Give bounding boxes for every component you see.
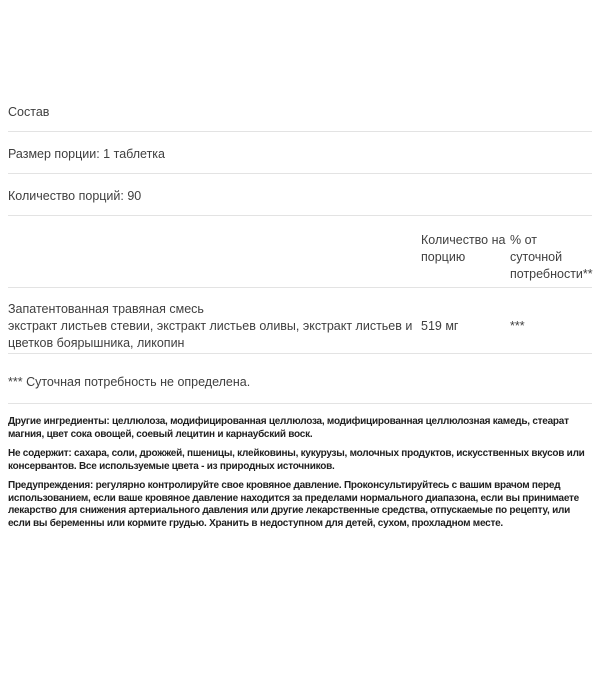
- amount-header: Количество на порцию: [421, 216, 510, 288]
- ingredient-daily-value: ***: [510, 288, 592, 354]
- ingredient-amount: 519 мг: [421, 288, 510, 354]
- ingredient-header-empty: [8, 216, 421, 288]
- details-section: [8, 416, 592, 530]
- ingredient-name-description: экстракт листьев стевии, экстракт листьев оливы, экстракт листьев и цветков боярышника, ликопин: [8, 319, 413, 350]
- warnings-paragraph: Предупреждения: регулярно контролируйте свое кровяное давление. Проконсультируйтесь с вашим врачом перед использованием, если ваше кровяное давление находится за пределами нормального диапазона, если вы принимаете лекарство для снижения артериального давления или другие лекарственные средства, отпускаемые по рецепту, или если вы беременны или кормите грудью. Хранить в недоступном для детей, сухом, прохладном месте.: [8, 480, 579, 529]
- serving-size-row: Размер порции: 1 таблетка: [8, 132, 592, 174]
- does-not-contain-paragraph: Не содержит: сахара, соли, дрожжей, пшеницы, клейковины, кукурузы, молочных продуктов, искусственных вкусов или консервантов. Все используемые цвета - из природных источников.: [8, 448, 585, 472]
- supplement-facts-section: [8, 90, 592, 404]
- daily-value-footnote: *** Суточная потребность не определена.: [8, 354, 592, 404]
- supplement-table: [8, 216, 592, 354]
- ingredient-name-title: Запатентованная травяная смесь: [8, 302, 204, 316]
- other-ingredients-paragraph: Другие ингредиенты: целлюлоза, модифицированная целлюлоза, модифицированная целлюлозная камедь, стеарат магния, цвет сока овощей, соевый лецитин и карнаубский воск.: [8, 416, 569, 440]
- composition-title: Состав: [8, 90, 592, 132]
- daily-value-header: % от суточной потребности**: [510, 216, 592, 288]
- servings-count-row: Количество порций: 90: [8, 174, 592, 216]
- ingredient-name-cell: [8, 288, 421, 354]
- table-row: [8, 288, 592, 354]
- table-header-row: [8, 216, 592, 288]
